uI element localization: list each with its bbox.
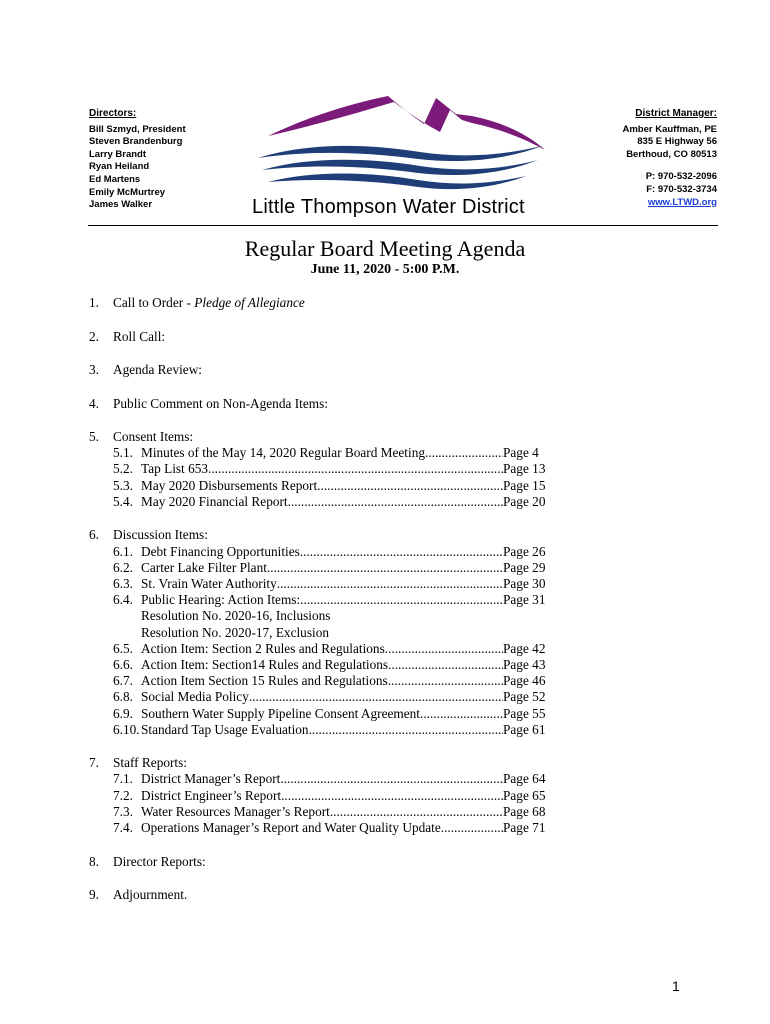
dot-leader <box>388 673 503 689</box>
sub-item-leader <box>141 544 503 560</box>
page-reference: Page 64 <box>503 771 546 787</box>
sub-item-leader <box>141 494 503 510</box>
sub-item <box>89 544 549 560</box>
dot-leader <box>277 576 503 592</box>
sub-item-leader <box>141 560 503 576</box>
sub-item-leader <box>141 804 503 820</box>
page-reference: Page 26 <box>503 543 546 559</box>
agenda-item <box>89 887 549 903</box>
item-number: 9. <box>89 887 99 903</box>
water-wave-2 <box>262 160 538 175</box>
item-number: 8. <box>89 853 99 869</box>
sub-item-text: Southern Water Supply Pipeline Consent Agreement <box>141 705 420 721</box>
dot-leader <box>441 820 503 836</box>
sub-item-text: District Manager’s Report <box>141 771 281 787</box>
item-text: Consent Items: <box>113 429 194 444</box>
sub-item-text: District Engineer’s Report <box>141 787 282 803</box>
sub-item <box>89 804 549 820</box>
item-number: 5. <box>89 429 99 444</box>
sub-item-text: Operations Manager’s Report and Water Quality Update <box>141 820 441 836</box>
page-reference: Page 42 <box>503 640 546 656</box>
page-reference: Page 52 <box>503 689 546 705</box>
item-number: 7. <box>89 755 99 771</box>
sub-item-text: St. Vrain Water Authority <box>141 575 277 591</box>
item-number: 3. <box>89 362 99 377</box>
sub-item-text: Debt Financing Opportunities <box>141 543 300 559</box>
sub-item-leader <box>141 820 503 836</box>
dot-leader <box>420 706 503 722</box>
address-line: 835 E Highway 56 <box>637 136 717 148</box>
item-number: 2. <box>89 328 99 344</box>
sub-item-leader <box>141 657 503 673</box>
dot-leader <box>280 771 503 787</box>
fax: F: 970-532-3734 <box>646 183 717 195</box>
dot-leader <box>267 560 503 576</box>
sub-item-text: Standard Tap Usage Evaluation <box>141 721 309 737</box>
sub-item <box>89 771 549 787</box>
page-reference: Page 68 <box>503 803 546 819</box>
sub-item-number: 6.7. <box>113 673 133 689</box>
sub-item-leader <box>141 788 503 804</box>
sub-item-leader <box>141 771 503 787</box>
sub-item-number: 5.4. <box>113 493 133 509</box>
sub-item-text: Carter Lake Filter Plant <box>141 559 267 575</box>
manager-block <box>623 108 718 209</box>
sub-item-text: May 2020 Disbursements Report <box>141 477 318 493</box>
item-emphasis: Pledge of Allegiance <box>194 295 305 310</box>
agenda-item <box>89 854 549 870</box>
page-reference: Page 30 <box>503 575 546 591</box>
website-link[interactable]: www.LTWD.org <box>647 196 717 208</box>
dot-leader <box>385 641 503 657</box>
dot-leader <box>300 544 503 560</box>
district-logo <box>250 92 550 196</box>
sub-item-leader <box>141 641 503 657</box>
director-name: Emily McMurtrey <box>89 186 166 198</box>
sub-item <box>89 673 549 689</box>
page-reference: Page 55 <box>503 705 546 721</box>
sub-item <box>89 560 549 576</box>
manager-name: Amber Kauffman, PE <box>622 123 717 135</box>
director-name: Bill Szmyd, President <box>89 123 186 135</box>
director-name: Ed Martens <box>89 173 141 185</box>
sub-item <box>89 576 549 592</box>
item-number: 1. <box>89 295 99 310</box>
page-reference: Page 46 <box>503 673 546 689</box>
page-reference: Page 43 <box>503 656 546 672</box>
sub-item-number: 6.2. <box>113 559 133 575</box>
director-name: Ryan Heiland <box>89 161 150 173</box>
agenda-item <box>89 329 549 345</box>
sub-item-number: 6.5. <box>113 640 133 656</box>
sub-item <box>89 641 549 657</box>
manager-heading: District Manager: <box>635 108 717 119</box>
sub-item-text: Action Item: Section14 Rules and Regulations <box>141 656 389 672</box>
sub-item-text: Minutes of the May 14, 2020 Regular Board Meeting <box>141 445 425 461</box>
sub-item-text: Action Item: Section 2 Rules and Regulations <box>141 640 385 656</box>
sub-item-number: 6.3. <box>113 575 133 591</box>
dot-leader <box>281 788 503 804</box>
sub-item-text: Water Resources Manager’s Report <box>141 803 330 819</box>
sub-item <box>89 657 549 673</box>
header-divider <box>88 225 718 226</box>
director-name: Larry Brandt <box>89 148 147 160</box>
sub-item-text: Public Hearing: Action Items: <box>141 592 301 608</box>
resolution-line: Resolution No. 2020-16, Inclusions <box>141 608 331 624</box>
dot-leader <box>330 804 503 820</box>
sub-item <box>89 592 549 608</box>
resolution-line: Resolution No. 2020-17, Exclusion <box>141 624 329 640</box>
sub-item-number: 7.2. <box>113 787 133 803</box>
sub-item <box>89 494 549 510</box>
district-name: Little Thompson Water District <box>252 196 525 218</box>
sub-item-leader <box>141 592 503 608</box>
sub-item-text: Social Media Policy <box>141 689 249 705</box>
page-reference: Page 29 <box>503 559 546 575</box>
item-number: 6. <box>89 527 99 543</box>
page-title: Regular Board Meeting Agenda <box>244 236 526 261</box>
sub-item-number: 5.1. <box>113 445 133 461</box>
sub-item <box>89 788 549 804</box>
sub-item-number: 7.4. <box>113 820 133 836</box>
agenda-item <box>89 295 549 311</box>
sub-item-number: 6.9. <box>113 705 133 721</box>
sub-item-number: 6.10. <box>113 721 140 737</box>
page-number: 1 <box>672 978 680 994</box>
address-line: Berthoud, CO 80513 <box>626 148 717 160</box>
sub-item-number: 7.1. <box>113 771 133 787</box>
sub-item-text: May 2020 Financial Report <box>141 493 288 509</box>
directors-block <box>89 108 186 212</box>
sub-item-text: Tap List 653 <box>141 461 209 477</box>
sub-item <box>89 722 549 738</box>
sub-item <box>89 478 549 494</box>
meeting-date: June 11, 2020 - 5:00 P.M. <box>310 262 460 277</box>
dot-leader <box>288 494 503 510</box>
page-reference: Page 71 <box>503 820 546 836</box>
sub-item <box>89 689 549 705</box>
item-text: Roll Call: <box>113 328 166 344</box>
item-text: Discussion Items: <box>113 527 208 543</box>
sub-item <box>89 461 549 477</box>
sub-item-leader <box>141 461 503 477</box>
sub-item-number: 6.4. <box>113 592 133 608</box>
sub-item-leader <box>141 576 503 592</box>
dot-leader <box>317 478 503 494</box>
dot-leader <box>249 689 503 705</box>
sub-item-number: 6.6. <box>113 656 133 672</box>
page-reference: Page 4 <box>503 445 539 461</box>
sub-item-number: 7.3. <box>113 803 133 819</box>
water-wave-1 <box>258 146 542 161</box>
dot-leader <box>300 592 503 608</box>
sub-item-number: 5.2. <box>113 461 133 477</box>
item-text: Call to Order - <box>113 295 195 310</box>
sub-item-leader <box>141 478 503 494</box>
sub-item-leader <box>141 445 503 461</box>
directors-heading: Directors: <box>89 108 137 119</box>
agenda-item <box>89 396 549 412</box>
sub-item-number: 6.8. <box>113 689 133 705</box>
agenda-item <box>89 362 549 378</box>
dot-leader <box>388 657 503 673</box>
page-reference: Page 20 <box>503 493 546 509</box>
agenda-list <box>89 295 549 903</box>
mountain-shape <box>268 96 545 150</box>
page-reference: Page 13 <box>503 461 546 477</box>
sub-item-leader <box>141 673 503 689</box>
item-text: Public Comment on Non-Agenda Items: <box>113 395 328 411</box>
sub-item <box>89 706 549 722</box>
dot-leader <box>208 461 503 477</box>
agenda-item <box>89 755 549 771</box>
item-text: Adjournment. <box>113 887 188 903</box>
item-text: Staff Reports: <box>113 755 187 771</box>
sub-item-leader <box>141 689 503 705</box>
water-wave-3 <box>268 174 526 190</box>
agenda-item <box>89 527 549 543</box>
phone: P: 970-532-2096 <box>645 171 717 183</box>
dot-leader <box>425 445 503 461</box>
sub-item-text: Action Item Section 15 Rules and Regulations <box>141 673 388 689</box>
page-reference: Page 61 <box>503 721 546 737</box>
sub-item-number: 5.3. <box>113 477 133 493</box>
director-name: James Walker <box>89 199 153 211</box>
item-text: Agenda Review: <box>113 362 202 377</box>
sub-item-leader <box>141 722 503 738</box>
item-number: 4. <box>89 395 99 411</box>
page-reference: Page 15 <box>503 477 546 493</box>
sub-item <box>89 820 549 836</box>
item-text: Director Reports: <box>113 853 206 869</box>
sub-item-leader <box>141 706 503 722</box>
director-name: Steven Brandenburg <box>89 136 183 148</box>
dot-leader <box>309 722 503 738</box>
sub-item <box>89 445 549 461</box>
sub-item-number: 6.1. <box>113 543 133 559</box>
agenda-item <box>89 429 549 445</box>
page-reference: Page 65 <box>503 787 546 803</box>
page-reference: Page 31 <box>503 592 546 608</box>
